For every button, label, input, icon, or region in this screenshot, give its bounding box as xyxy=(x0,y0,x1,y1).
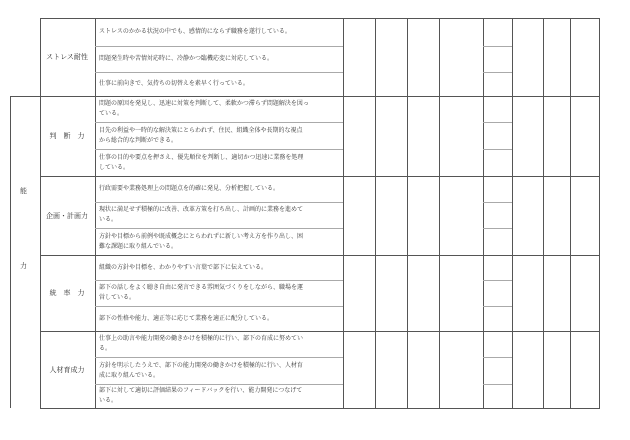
item-row-border xyxy=(95,280,343,281)
criterion-text: 部下に対して適切に評価結果のフィードバックを行い、能力開発につなげて xyxy=(99,387,303,394)
criterion-text: から総合的な判断ができる。 xyxy=(99,137,178,144)
score-row-border xyxy=(483,228,512,229)
criterion-text: ている。 xyxy=(99,110,124,117)
category-label: 判 断 力 xyxy=(49,132,85,140)
category-label: 統 率 力 xyxy=(49,289,85,297)
grid-column-line xyxy=(407,18,408,408)
grid-column-line xyxy=(512,18,513,408)
criterion-text: 方針を明示したうえで、部下の能力開発の働きかけを積極的に行い、人材育 xyxy=(99,362,303,369)
score-row-border xyxy=(483,384,512,385)
category-border xyxy=(40,96,600,97)
item-row-border xyxy=(95,122,343,123)
criterion-text: 部下の話しをよく聴き自由に発言できる雰囲気づくりをしながら、職場を運 xyxy=(99,284,304,291)
item-row-border xyxy=(95,202,343,203)
criterion-text: る。 xyxy=(99,345,112,352)
grid-column-line xyxy=(483,18,484,408)
item-row-border xyxy=(95,46,343,47)
score-row-border xyxy=(483,149,512,150)
item-row-border xyxy=(95,149,343,150)
score-row-border xyxy=(483,72,512,73)
score-row-border xyxy=(483,202,512,203)
criterion-text: 仕事上の助言や能力開発の働きかけを積極的に行い、部下の育成に努めてい xyxy=(99,335,304,342)
category-label: 人材育成力 xyxy=(49,366,85,374)
criterion-text: 行政需要や業務処理上の問題点を的確に発見、分析把握している。 xyxy=(99,185,280,192)
table-bottom-border xyxy=(40,408,600,409)
criterion-text: 部下の性格や能力、適正等に応じて業務を適正に配分している。 xyxy=(99,315,274,322)
criterion-text: 仕事の目的や要点を押さえ、優先順位を判断し、適切かつ迅速に業務を処理 xyxy=(99,154,304,161)
criterion-text: 問題発生時や苦情対応時に、冷静かつ臨機応変に対応している。 xyxy=(99,55,274,62)
category-border xyxy=(40,176,600,177)
score-row-border xyxy=(483,357,512,358)
criterion-text: 問題の原因を発見し、迅速に対策を判断して、柔軟かつ滞らず問題解決を図っ xyxy=(99,100,309,107)
criterion-text: 営している。 xyxy=(99,294,136,301)
category-label: ストレス耐性 xyxy=(46,53,88,61)
grid-column-line xyxy=(375,18,376,408)
grid-column-line xyxy=(543,18,544,408)
category-right-border xyxy=(95,18,96,408)
criterion-text: 難な課題に取り組んでいる。 xyxy=(99,243,178,250)
item-row-border xyxy=(95,357,343,358)
grid-column-line xyxy=(343,18,344,408)
criterion-text: 現状に満足せず積極的に改善、改革方策を打ち出し、計画的に業務を進めて xyxy=(99,206,304,213)
item-row-border xyxy=(95,384,343,385)
criterion-text: ストレスのかかる状況の中でも、感情的にならず職務を遂行している。 xyxy=(99,28,291,35)
category-border xyxy=(40,255,600,256)
criterion-text: 方針や目標から前例や既成概念にとらわれずに新しい考え方を作り出し、困 xyxy=(99,233,304,240)
score-row-border xyxy=(483,280,512,281)
item-row-border xyxy=(95,228,343,229)
major-category-bottom: 力 xyxy=(20,262,27,270)
grid-column-line xyxy=(599,18,600,408)
score-row-border xyxy=(483,122,512,123)
category-border xyxy=(40,18,600,19)
criterion-text: いる。 xyxy=(99,397,118,404)
criterion-text: いる。 xyxy=(99,216,118,223)
category-border xyxy=(40,331,600,332)
item-row-border xyxy=(95,72,343,73)
item-row-border xyxy=(95,306,343,307)
criterion-text: している。 xyxy=(99,164,130,171)
grid-column-line xyxy=(570,18,571,408)
criterion-text: 仕事に前向きで、気持ちの切替えを素早く行っている。 xyxy=(99,80,249,87)
criterion-text: 目先の利益や一時的な解決策にとらわれず、住民、組織全体や長期的な視点 xyxy=(99,127,303,134)
criterion-text: 組織の方針や目標を、わかりやすい言葉で部下に伝えている。 xyxy=(99,264,268,271)
left-margin-line xyxy=(10,96,11,408)
score-row-border xyxy=(483,46,512,47)
score-row-border xyxy=(483,306,512,307)
grid-column-line xyxy=(439,18,440,408)
major-top-border xyxy=(10,96,40,97)
major-category-top: 能 xyxy=(20,187,27,195)
category-label: 企画・計画力 xyxy=(46,212,88,220)
criterion-text: 成に取り組んでいる。 xyxy=(99,372,160,379)
